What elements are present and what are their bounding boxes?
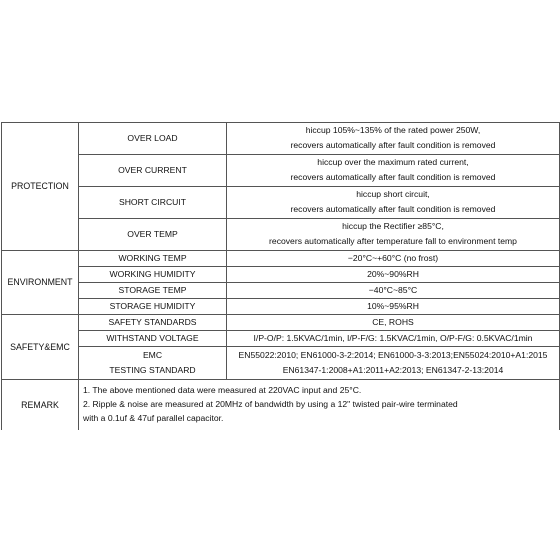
value-line: recovers automatically after temperature fall to environment temp (269, 236, 517, 246)
table-row (2, 380, 560, 430)
value-line: EN61347-1:2008+A1:2011+A2:2013; EN61347-2-13:2014 (282, 364, 504, 375)
row-label-working-humidity: WORKING HUMIDITY (79, 267, 227, 283)
row-label-withstand-voltage: WITHSTAND VOLTAGE (79, 331, 227, 347)
value-line: recovers automatically after fault condition is removed (290, 172, 496, 182)
row-value-withstand-voltage: I/P-O/P: 1.5KVAC/1min, I/P-F/G: 1.5KVAC/1min, O/P-F/G: 0.5KVAC/1min (227, 331, 560, 347)
table-row (2, 123, 560, 155)
table-row (2, 267, 560, 283)
table-row (2, 283, 560, 299)
remark-text (79, 380, 560, 430)
label-line: TESTING STANDARD (109, 364, 196, 375)
row-value-working-temp: −20°C~+60°C (no frost) (227, 251, 560, 267)
section-environment: ENVIRONMENT (2, 251, 79, 315)
row-value-over-load (227, 123, 560, 155)
table-row (2, 299, 560, 315)
value-line: hiccup 105%~135% of the rated power 250W, (305, 125, 481, 136)
value-line: hiccup the Rectifier ≥85°C, (342, 221, 444, 232)
row-value-safety-standards: CE, ROHS (227, 315, 560, 331)
table-row (2, 251, 560, 267)
row-value-short-circuit (227, 187, 560, 219)
row-label-safety-standards: SAFETY STANDARDS (79, 315, 227, 331)
row-value-over-temp (227, 219, 560, 251)
value-line: recovers automatically after fault condition is removed (290, 140, 496, 150)
row-value-storage-temp: −40°C~85°C (227, 283, 560, 299)
row-value-working-humidity: 20%~90%RH (227, 267, 560, 283)
value-line: recovers automatically after fault condition is removed (290, 204, 496, 214)
table-row (2, 347, 560, 380)
row-value-over-current (227, 155, 560, 187)
spec-table (1, 122, 560, 430)
row-label-over-load: OVER LOAD (79, 123, 227, 155)
section-remark: REMARK (2, 380, 79, 430)
remark-line: 2. Ripple & noise are measured at 20MHz of bandwidth by using a 12" twisted pair-wire terminated (83, 398, 458, 409)
section-safety-emc: SAFETY&EMC (2, 315, 79, 380)
table-row (2, 187, 560, 219)
row-label-over-temp: OVER TEMP (79, 219, 227, 251)
row-label-emc-testing-standard (79, 347, 227, 380)
value-line: EN55022:2010; EN61000-3-2:2014; EN61000-3-3:2013;EN55024:2010+A1:2015 (238, 349, 548, 360)
remark-line: with a 0.1uf & 47uf parallel capacitor. (83, 412, 224, 423)
table-row (2, 315, 560, 331)
row-value-emc-testing-standard (227, 347, 560, 380)
row-label-storage-temp: STORAGE TEMP (79, 283, 227, 299)
row-value-storage-humidity: 10%~95%RH (227, 299, 560, 315)
row-label-over-current: OVER CURRENT (79, 155, 227, 187)
label-line: EMC (142, 349, 163, 360)
table-row (2, 155, 560, 187)
table-row (2, 219, 560, 251)
value-line: hiccup short circuit, (356, 189, 430, 200)
row-label-short-circuit: SHORT CIRCUIT (79, 187, 227, 219)
remark-line: 1. The above mentioned data were measured at 220VAC input and 25°C. (83, 384, 362, 395)
section-protection: PROTECTION (2, 123, 79, 251)
table-row (2, 331, 560, 347)
value-line: hiccup over the maximum rated current, (317, 157, 469, 168)
row-label-storage-humidity: STORAGE HUMIDITY (79, 299, 227, 315)
row-label-working-temp: WORKING TEMP (79, 251, 227, 267)
